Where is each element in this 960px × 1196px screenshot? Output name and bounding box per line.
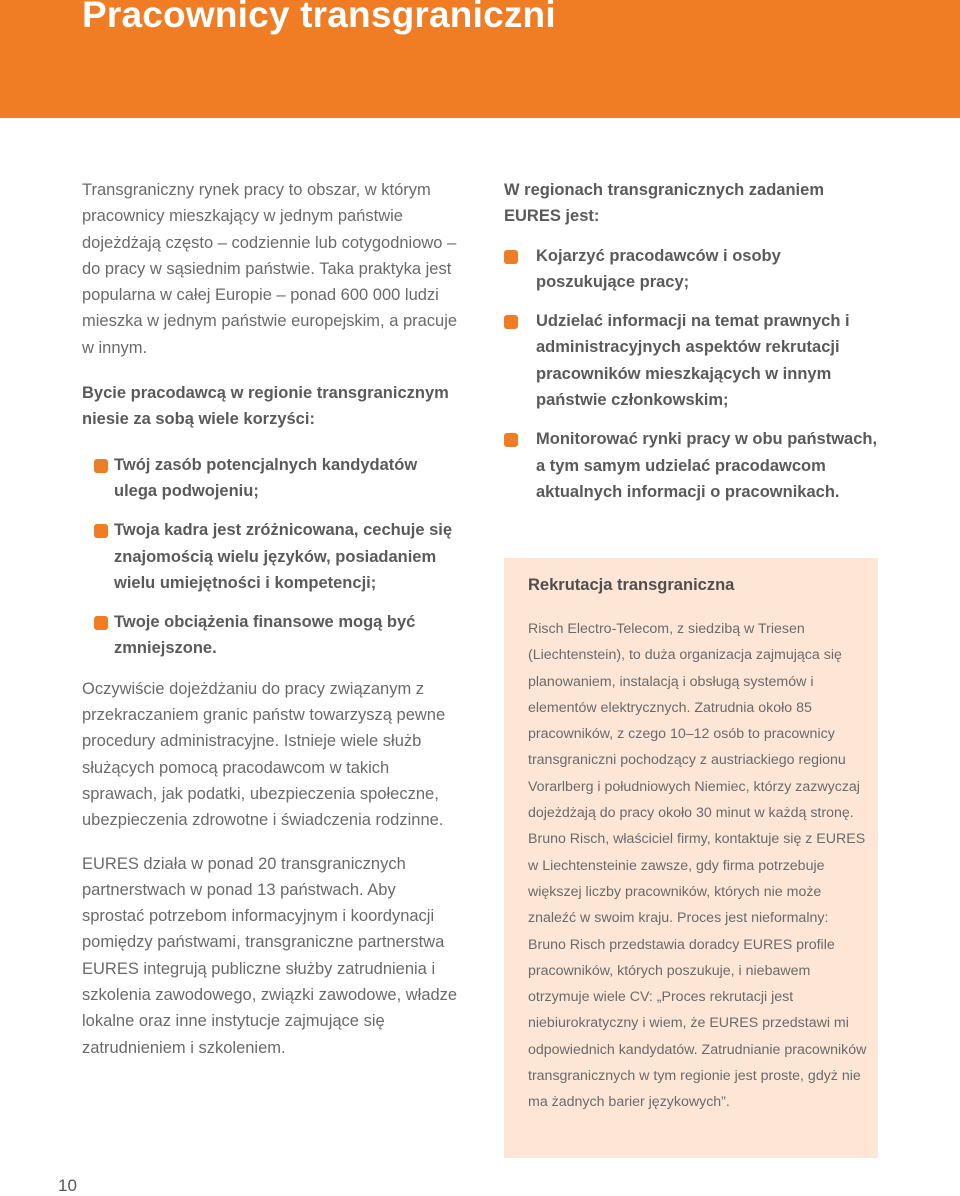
list-item-text: Twoje obciążenia finansowe mogą być zmniejszone. <box>114 613 416 658</box>
bullet-square-icon <box>94 524 108 538</box>
benefits-list <box>82 452 462 662</box>
list-item-text: Twój zasób potencjalnych kandydatów ulega podwojeniu; <box>114 455 418 500</box>
page-number: 10 <box>58 1176 77 1195</box>
benefits-lead: Bycie pracodawcą w regionie transgranicznym niesie za sobą wiele korzyści: <box>82 384 449 429</box>
eures-tasks-list <box>504 243 880 506</box>
eures-tasks-lead: W regionach transgranicznych zadaniem EURES jest: <box>504 181 824 226</box>
list-item <box>504 426 880 505</box>
list-item <box>504 308 880 413</box>
admin-procedures-paragraph: Oczywiście dojeżdżaniu do pracy związanym z przekraczaniem granic państw towarzyszą pewne procedury administracyjne. Istnieje wiele służb służących pomocą pracodawcom w takich sprawach, jak podatki, ubezpieczenia społeczne, ubezpieczenia zdrowotne i świadczenia rodzinne. <box>82 679 446 830</box>
list-item <box>82 452 462 505</box>
list-item <box>82 517 462 596</box>
bullet-square-icon <box>504 315 518 329</box>
right-column <box>504 177 880 519</box>
list-item <box>504 243 880 296</box>
eures-partnerships-paragraph: EURES działa w ponad 20 transgranicznych partnerstwach w ponad 13 państwach. Aby sprostać potrzebom informacyjnym i koordynacji pomiędzy państwami, transgraniczne partnerstwa EURES integrują publiczne służby zatrudnienia i szkolenia zawodowego, związki zawodowe, władze lokalne oraz inne instytucje zajmujące się zatrudnieniem i szkoleniem. <box>82 854 458 1057</box>
bullet-square-icon <box>504 433 518 447</box>
bullet-square-icon <box>94 459 108 473</box>
case-study-title: Rekrutacja transgraniczna <box>528 576 735 594</box>
left-column <box>82 177 462 1078</box>
case-study-box <box>504 558 878 1158</box>
list-item-text: Monitorować rynki pracy w obu państwach, a tym samym udzielać pracodawcom aktualnych informacji o pracownikach. <box>536 430 878 501</box>
bullet-square-icon <box>94 616 108 630</box>
page-header <box>0 0 960 118</box>
list-item-text: Twoja kadra jest zróżnicowana, cechuje się znajomością wielu języków, posiadaniem wielu umiejętności i kompetencji; <box>114 521 453 592</box>
bullet-square-icon <box>504 250 518 264</box>
intro-paragraph: Transgraniczny rynek pracy to obszar, w którym pracownicy mieszkający w jednym państwie dojeżdżają często – codziennie lub cotygodniowo – do pracy w sąsiednim państwie. Taka praktyka jest popularna w całej Europie – ponad 600 000 ludzi mieszka w jednym państwie europejskim, a pracuje w innym. <box>82 181 458 357</box>
case-study-text: Risch Electro-Telecom, z siedzibą w Triesen (Liechtenstein), to duża organizacja zajmująca się planowaniem, instalacją i obsługą systemów i elementów elektrycznych. Zatrudnia około 85 pracowników, z czego 10–12 osób to pracownicy transgraniczni pochodzący z austriackiego regionu Vorarlberg i południowych Niemiec, którzy zazwyczaj dojeżdżają do pracy około 30 minut w każdą stronę. Bruno Risch, właściciel firmy, kontaktuje się z EURES w Liechtensteinie zawsze, gdy firma potrzebuje większej liczby pracowników, których nie może znaleźć w swoim kraju. Proces jest nieformalny: Bruno Risch przedstawia doradcy EURES profile pracowników, których poszukuje, i niebawem otrzymuje wiele CV: „Proces rekrutacji jest niebiurokratyczny i wiem, że EURES przedstawi mi odpowiednich kandydatów. Zatrudnianie pracowników transgranicznych w tym regionie jest proste, gdyż nie ma żadnych barier językowych”. <box>528 621 867 1111</box>
list-item-text: Udzielać informacji na temat prawnych i administracyjnych aspektów rekrutacji pracowników mieszkających w innym państwie członkowskim; <box>536 312 850 410</box>
list-item <box>82 609 462 662</box>
page-title: Pracownicy transgraniczni <box>82 0 556 35</box>
list-item-text: Kojarzyć pracodawców i osoby poszukujące pracy; <box>536 246 781 291</box>
